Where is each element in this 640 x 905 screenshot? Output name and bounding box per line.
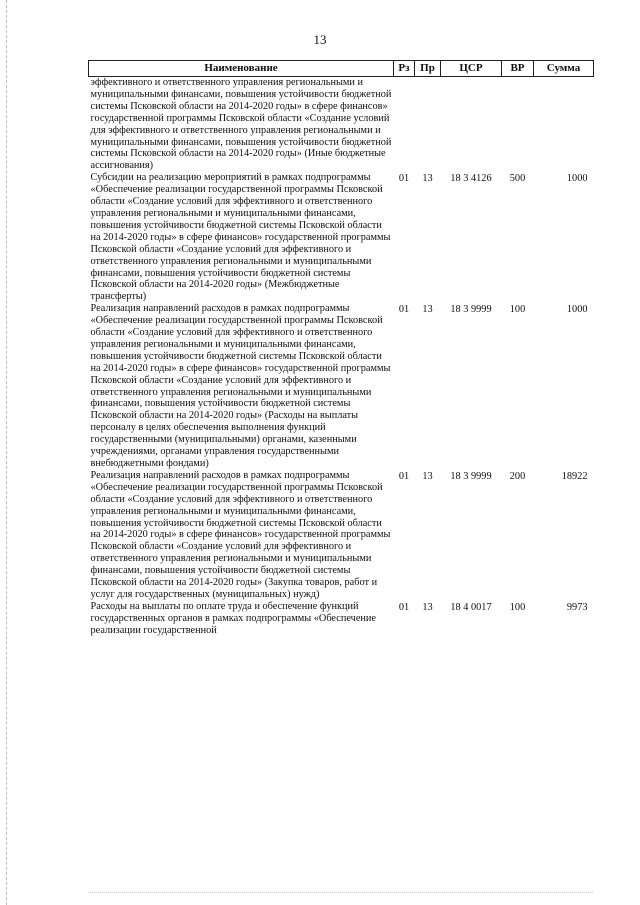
row-sum: 1000 [566,304,588,316]
row-rz [394,77,415,173]
header-rz: Рз [394,61,415,77]
table-row [89,77,594,173]
row-pr [415,77,441,173]
header-sum: Сумма [534,61,594,77]
row-pr: 13 [422,601,433,613]
row-pr: 13 [422,304,433,316]
header-name: Наименование [89,61,394,77]
row-name: Реализация направлений расходов в рамках подпрограммы «Обеспечение реализации государственной программы Псковской области «Создание условий для эффективного и ответственного управления региональными и муниципальными финансами, повышения устойчивости бюджетной системы Псковской области на 2014-2020 годы» в сфере финансов» государственной программы Псковской области «Создание условий для эффективного и ответственного управления региональными и муниципальными финансами, повышения устойчивости бюджетной системы Псковской области на 2014-2020 годы» (Расходы на выплаты персоналу в целях обеспечения выполнения функций государственными (муниципальными) органами, казенными учреждениями, органами управления государственными внебюджетными фондами) [90,303,391,469]
row-name: Расходы на выплаты по оплате труда и обеспечение функций государственных органов в рамках подпрограммы «Обеспечение реализации государственной [90,600,376,636]
page-number: 13 [313,32,327,47]
row-pr: 13 [422,173,433,185]
row-csr: 18 4 0017 [450,601,492,613]
row-pr: 13 [422,470,433,482]
row-vr: 100 [509,601,526,613]
header-pr: Пр [415,61,441,77]
row-csr: 18 3 9999 [450,470,492,482]
row-sum: 9973 [566,601,588,613]
page-bottom-rule [88,892,593,893]
table-header-row [89,61,594,77]
budget-table [88,60,594,637]
row-csr: 18 3 4126 [450,173,492,185]
row-rz: 01 [398,470,410,482]
row-name: Реализация направлений расходов в рамках подпрограммы «Обеспечение реализации государственной программы Псковской области «Создание условий для эффективного и ответственного управления региональными и муниципальными финансами, повышения устойчивости бюджетной системы Псковской области на 2014-2020 годы» в сфере финансов» государственной программы Псковской области «Создание условий для эффективного и ответственного управления региональными и муниципальными финансами, повышения устойчивости бюджетной системы Псковской области на 2014-2020 годы» (Закупка товаров, работ и услуг для государственных (муниципальных) нужд) [90,469,391,600]
header-csr: ЦСР [441,61,502,77]
row-sum [534,77,594,173]
row-rz: 01 [398,173,410,185]
row-name: Субсидии на реализацию мероприятий в рамках подпрограммы «Обеспечение реализации государственной программы Псковской области «Создание условий для эффективного и ответственного управления региональными и муниципальными финансами, повышения устойчивости бюджетной системы Псковской области на 2014-2020 годы» в сфере финансов» государственной программы Псковской области «Создание условий для эффективного и ответственного управления региональными и муниципальными финансами, повышения устойчивости бюджетной системы Псковской области на 2014-2020 годы» (Межбюджетные трансферты) [90,172,391,303]
row-vr: 200 [509,470,526,482]
row-rz: 01 [398,304,410,316]
table-row [89,303,594,470]
row-rz: 01 [398,601,410,613]
header-vr: ВР [502,61,534,77]
row-vr: 100 [509,304,526,316]
row-sum: 18922 [561,470,588,482]
row-csr [441,77,502,173]
table-row [89,172,594,303]
table-row [89,470,594,601]
scan-edge-line [6,0,7,905]
row-sum: 1000 [566,173,588,185]
row-vr: 500 [509,173,526,185]
row-csr: 18 3 9999 [450,304,492,316]
row-name: эффективного и ответственного управления региональными и муниципальными финансами, повышения устойчивости бюджетной системы Псковской области на 2014-2020 годы» в сфере финансов» государственной программы Псковской области «Создание условий для эффективного и ответственного управления региональными и муниципальными финансами, повышения устойчивости бюджетной системы Псковской области на 2014-2020 годы» (Иные бюджетные ассигнования) [90,77,392,172]
table-row [89,601,594,637]
row-vr [502,77,534,173]
